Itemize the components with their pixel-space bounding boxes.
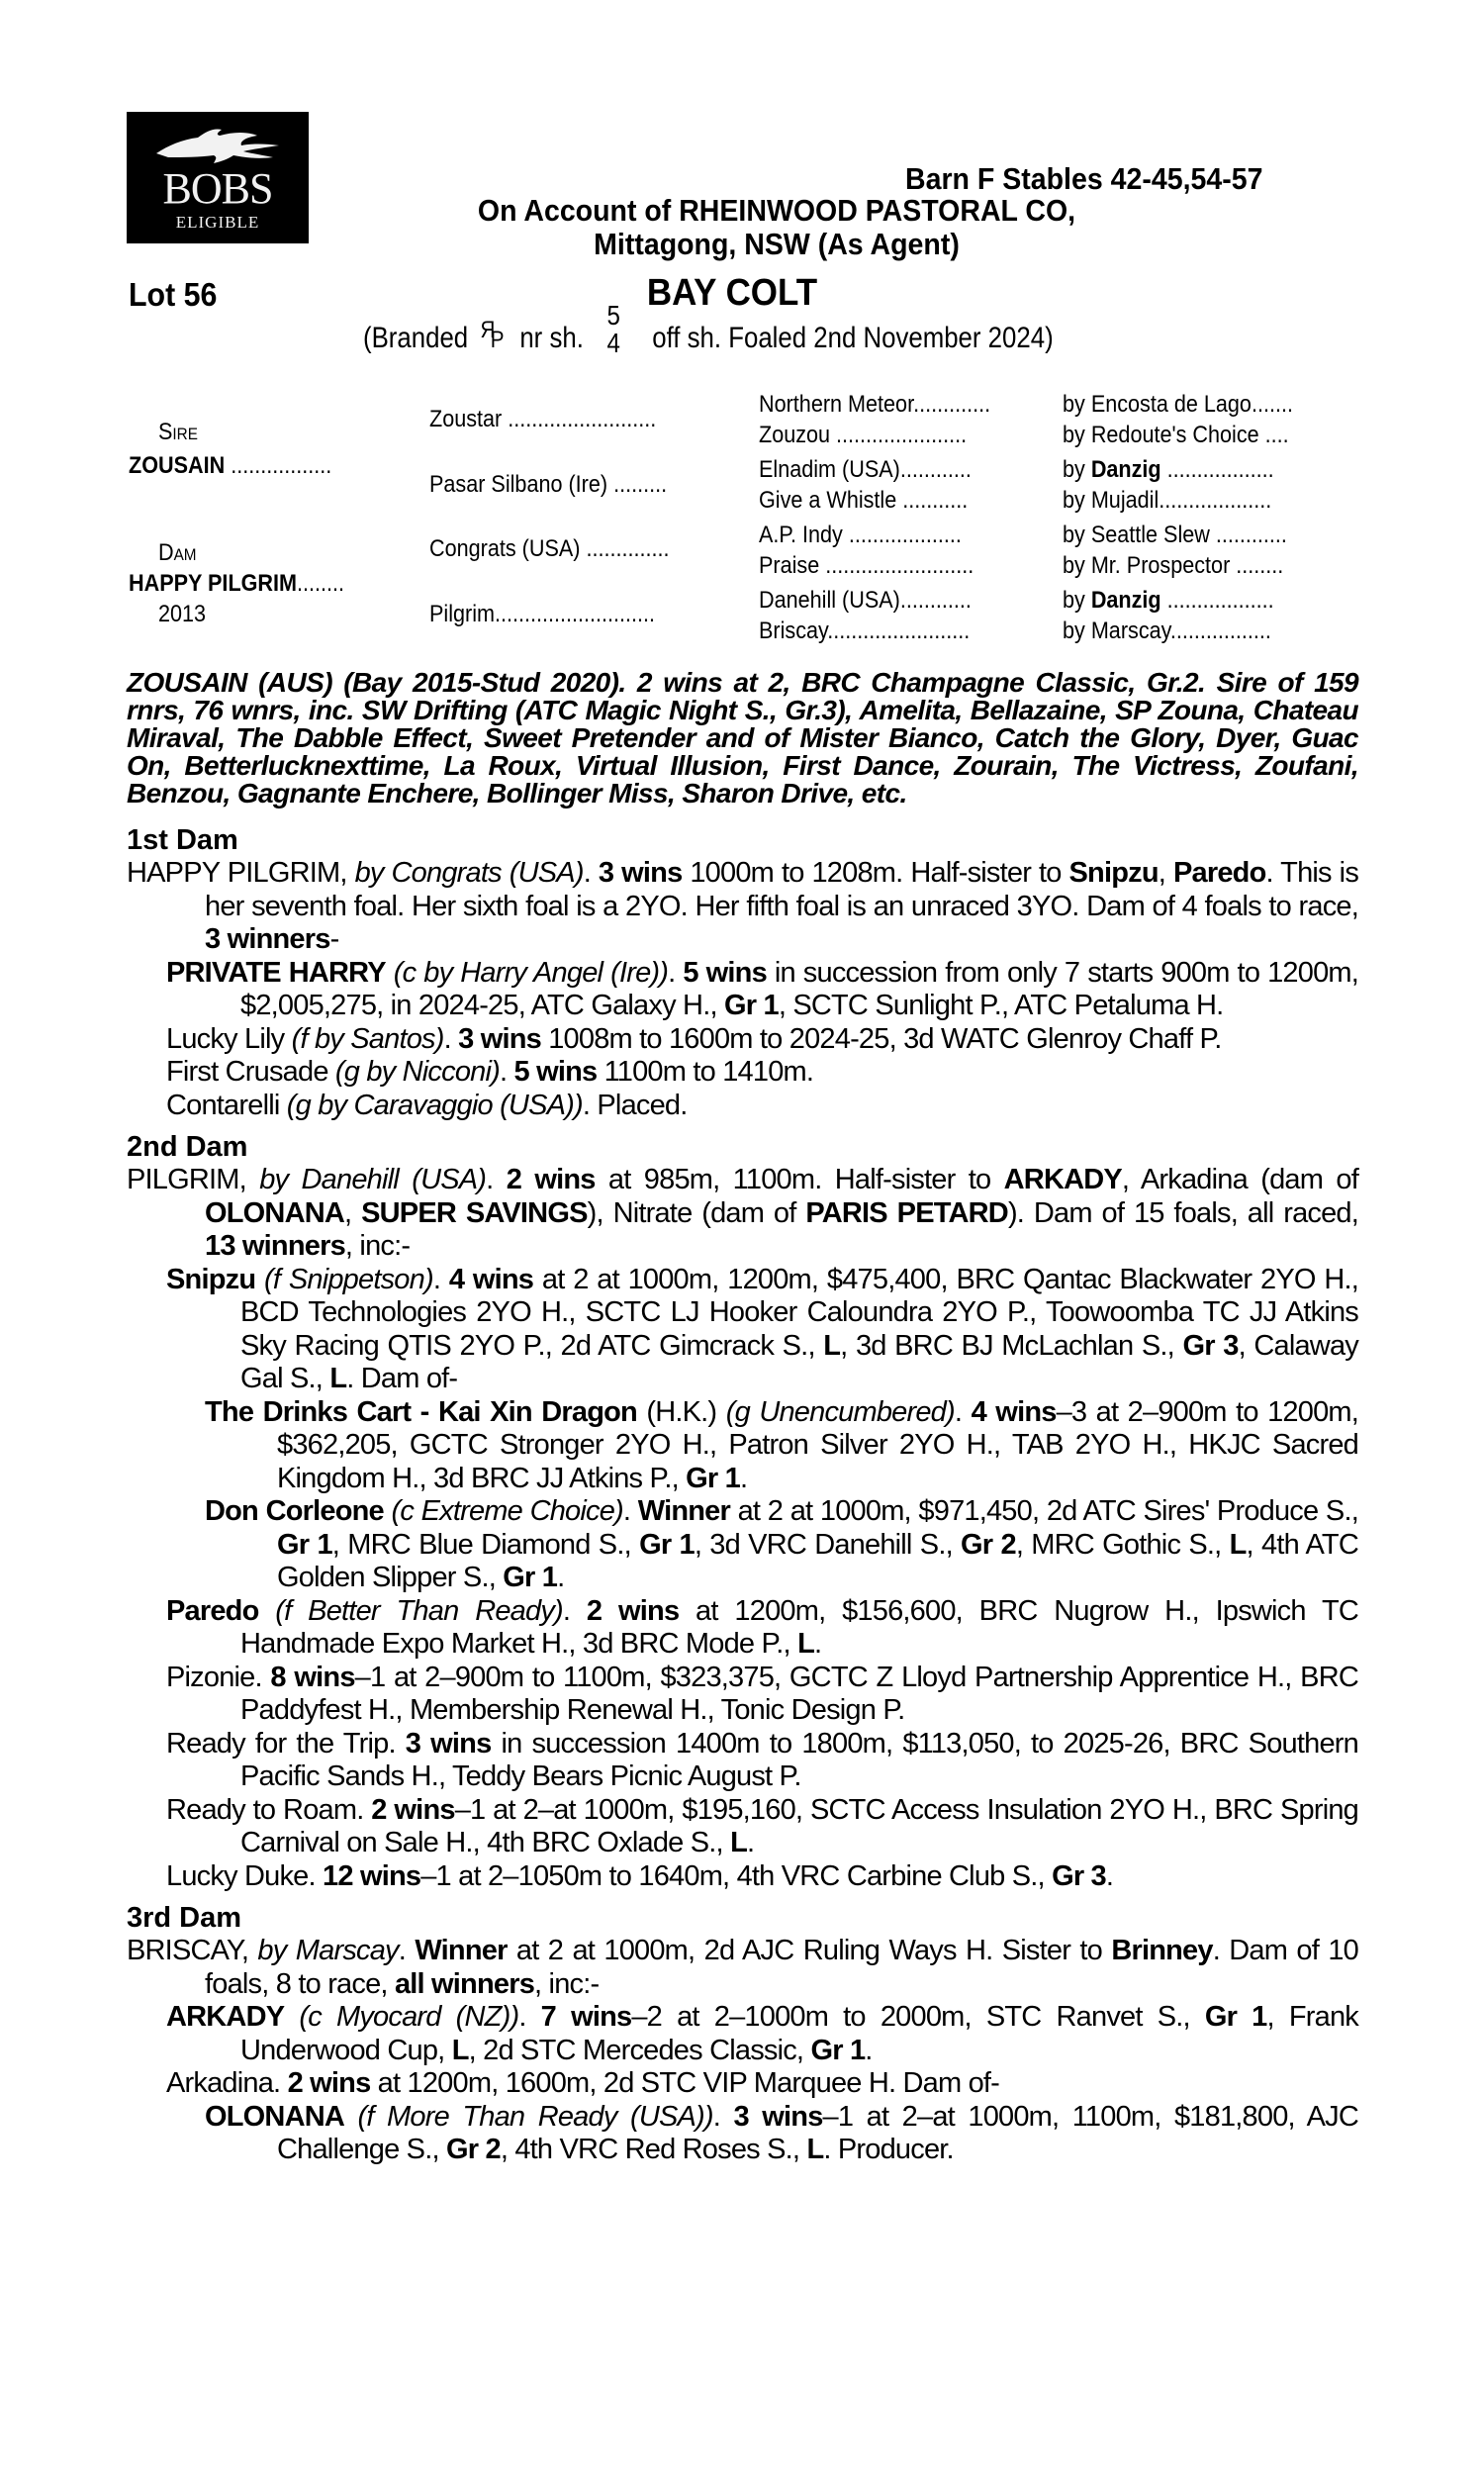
text: . bbox=[668, 956, 684, 989]
pedigree-gen4-entry bbox=[1063, 391, 1293, 418]
text: , SCTC Sunlight P., ATC Petaluma H. bbox=[778, 990, 1224, 1021]
text: , 2d STC Mercedes Classic, bbox=[468, 2034, 811, 2066]
text: , MRC Blue Diamond S., bbox=[331, 1528, 640, 1561]
text: . bbox=[486, 1164, 507, 1195]
italic-text: (f Snippetson) bbox=[263, 1263, 433, 1295]
text: Ready to Roam. bbox=[166, 1793, 372, 1826]
pedigree-gen3-entry: Praise ......................... bbox=[759, 552, 974, 579]
logo-wordmark: BOBS bbox=[162, 164, 273, 213]
bold-text: ARKADY bbox=[1003, 1164, 1122, 1195]
text: . bbox=[398, 1935, 416, 1966]
brand-mark-part-2: P bbox=[490, 327, 505, 353]
bold-text: Snipzu bbox=[166, 1263, 256, 1295]
leader-dots: .................. bbox=[1160, 587, 1274, 614]
italic-text: (c by Harry Angel (Ire)) bbox=[393, 956, 669, 989]
leader-dots: ............ bbox=[1209, 522, 1287, 548]
progeny-record bbox=[127, 1264, 1358, 1396]
by-prefix: by bbox=[1063, 552, 1091, 579]
progeny-record bbox=[127, 2067, 1358, 2101]
text: . Producer. bbox=[823, 2134, 954, 2165]
brand-fraction bbox=[600, 302, 628, 357]
italic-text: (f by Santos) bbox=[291, 1022, 444, 1055]
by-prefix: by bbox=[1063, 522, 1091, 548]
sire-of-ancestor: Redoute's Choice bbox=[1090, 422, 1259, 448]
progeny-record bbox=[127, 1860, 1358, 1894]
text: in succession from only 7 starts 900m to 1200m, $2,005,275, in 2024-25, ATC Galaxy H., bbox=[240, 956, 1359, 1021]
text: , 4th ATC Golden Slipper S., bbox=[277, 1528, 1358, 1593]
bold-text: L bbox=[329, 1363, 347, 1394]
sire-name: ZOUSAIN bbox=[129, 452, 226, 479]
section-title: 1st Dam bbox=[127, 824, 238, 856]
grand-progeny-record bbox=[127, 2101, 1358, 2167]
by-prefix: by bbox=[1063, 487, 1091, 514]
text: , Frank Underwood Cup, bbox=[240, 2001, 1358, 2066]
italic-text: (f Better Than Ready) bbox=[275, 1594, 563, 1627]
text: . bbox=[518, 2001, 541, 2033]
text: - bbox=[329, 923, 339, 955]
text bbox=[386, 957, 394, 989]
brand-prefix: (Branded bbox=[363, 322, 469, 354]
italic-text: (c Myocard (NZ)) bbox=[299, 2001, 519, 2033]
brand-mark-icon bbox=[475, 317, 512, 353]
leader-dots: .... bbox=[1258, 422, 1289, 448]
sire-of-ancestor: Marscay bbox=[1090, 618, 1170, 644]
progeny-record bbox=[127, 1728, 1358, 1794]
text: –1 at 2–at 1000m, $195,160, SCTC Access Insulation 2YO H., BRC Spring Carnival on Sale H., 4th BRC Oxlade S., bbox=[240, 1793, 1358, 1858]
leader-dots: .................. bbox=[1160, 456, 1274, 483]
logo-subtitle: ELIGIBLE bbox=[175, 213, 260, 232]
bold-text: Paredo bbox=[1172, 857, 1266, 889]
bold-text: 5 wins bbox=[683, 956, 767, 989]
by-prefix: by bbox=[1063, 587, 1091, 614]
text: HAPPY PILGRIM, bbox=[127, 857, 355, 889]
bold-text: Gr 1 bbox=[686, 1462, 740, 1494]
text: 1100m to 1410m. bbox=[597, 1056, 814, 1088]
bold-text: Gr 1 bbox=[723, 990, 779, 1021]
text: . bbox=[712, 2100, 734, 2133]
text: –2 at 2–1000m to 2000m, STC Ranvet S., bbox=[631, 2001, 1205, 2033]
bold-text: 3 wins bbox=[598, 857, 683, 889]
bold-text: 5 wins bbox=[513, 1056, 598, 1088]
italic-text: (g by Caravaggio (USA)) bbox=[286, 1089, 583, 1121]
text: . Dam of- bbox=[346, 1363, 458, 1394]
pedigree-gen4-entry bbox=[1063, 456, 1274, 483]
progeny-record bbox=[127, 1023, 1358, 1057]
text bbox=[259, 1595, 276, 1627]
bold-text: Gr 1 bbox=[639, 1528, 695, 1561]
progeny-record bbox=[127, 1794, 1358, 1860]
bold-text: L bbox=[823, 1329, 841, 1362]
bold-text: 2 wins bbox=[506, 1164, 596, 1195]
barn-location: Barn F Stables 42-45,54-57 bbox=[905, 161, 1263, 196]
dam-record bbox=[127, 1935, 1358, 2001]
text: ), Nitrate (dam of bbox=[587, 1196, 806, 1229]
brand-near-side: nr sh. bbox=[519, 322, 584, 354]
bold-text: Brinney bbox=[1111, 1935, 1213, 1966]
horse-head-icon bbox=[148, 124, 287, 169]
bold-text: 8 wins bbox=[270, 1661, 355, 1693]
pedigree-gen3-entry: Elnadim (USA)............ bbox=[759, 456, 972, 483]
brand-mark-part-1: Я bbox=[480, 317, 496, 343]
bold-text: Gr 1 bbox=[810, 2034, 866, 2066]
text: . bbox=[739, 1462, 748, 1494]
bold-text: 4 wins bbox=[971, 1395, 1057, 1428]
bold-text: 4 wins bbox=[448, 1263, 534, 1295]
dam-sections bbox=[127, 823, 1358, 2167]
text: at 2 at 1000m, $971,450, 2d ATC Sires' Produce S., bbox=[730, 1495, 1358, 1527]
bold-text: 2 wins bbox=[586, 1594, 680, 1627]
vendor-account bbox=[413, 194, 1141, 261]
section-title: 2nd Dam bbox=[127, 1131, 248, 1163]
colour-sex: BAY COLT bbox=[646, 272, 818, 314]
progeny-record bbox=[127, 1662, 1358, 1728]
pedigree-gen4-entry bbox=[1063, 487, 1271, 514]
text bbox=[255, 1264, 264, 1295]
text: . bbox=[432, 1263, 449, 1295]
sire-of-ancestor: Seattle Slew bbox=[1090, 522, 1210, 548]
by-prefix: by bbox=[1063, 456, 1091, 483]
text: . bbox=[557, 1562, 565, 1593]
leader-dots: ........ bbox=[1230, 552, 1284, 579]
pedigree-gen3-entry: Northern Meteor............. bbox=[759, 391, 991, 418]
pedigree-gen3-entry: Zouzou ...................... bbox=[759, 422, 968, 448]
italic-text: (g Unencumbered) bbox=[725, 1395, 955, 1428]
text: , 3d BRC BJ McLachlan S., bbox=[840, 1329, 1183, 1362]
text: . Placed. bbox=[582, 1089, 688, 1121]
dam-label: Dam bbox=[158, 539, 197, 566]
bobs-eligible-logo bbox=[127, 112, 309, 243]
vendor-line-2: Mittagong, NSW (As Agent) bbox=[594, 227, 960, 261]
sire-of-ancestor: Danzig bbox=[1090, 456, 1161, 483]
dam-entry bbox=[129, 570, 344, 597]
text: at 985m, 1100m. Half-sister to bbox=[595, 1164, 1004, 1195]
fraction-top: 5 bbox=[606, 300, 620, 332]
text: PILGRIM, bbox=[127, 1164, 260, 1195]
sire-label: Sire bbox=[158, 419, 198, 445]
text: . bbox=[954, 1395, 972, 1428]
text: , bbox=[344, 1196, 362, 1229]
text: 1000m to 1208m. Half-sister to bbox=[682, 857, 1069, 889]
pedigree-gen4-entry bbox=[1063, 618, 1271, 644]
text: . bbox=[622, 1495, 638, 1527]
grand-progeny-record bbox=[127, 1495, 1358, 1595]
text: . bbox=[1105, 1859, 1114, 1892]
bold-text: L bbox=[806, 2134, 824, 2165]
progeny-record bbox=[127, 1595, 1358, 1662]
text bbox=[344, 2101, 357, 2133]
bold-text: 2 wins bbox=[371, 1793, 455, 1826]
text: , bbox=[1158, 857, 1173, 889]
text: Ready for the Trip. bbox=[166, 1727, 406, 1760]
bold-text: L bbox=[730, 1827, 747, 1858]
by-prefix: by bbox=[1063, 618, 1091, 644]
text: , 3d VRC Danehill S., bbox=[694, 1528, 962, 1561]
text: , Arkadina (dam of bbox=[1121, 1164, 1358, 1195]
italic-text: by Marscay bbox=[257, 1935, 399, 1966]
bold-text: Winner bbox=[637, 1495, 730, 1527]
text: . This is her seventh foal. Her sixth foal is a 2YO. Her fifth foal is an unraced 3YO. Dam of 4 foals to race, bbox=[205, 857, 1359, 922]
bold-text: Gr 3 bbox=[1052, 1859, 1106, 1892]
vendor-line-1: On Account of RHEINWOOD PASTORAL CO, bbox=[477, 193, 1076, 228]
text bbox=[284, 2001, 299, 2033]
text: (H.K.) bbox=[636, 1395, 726, 1428]
bold-text: Gr 2 bbox=[961, 1528, 1016, 1561]
text: . bbox=[583, 857, 599, 889]
text: Pizonie. bbox=[166, 1661, 271, 1693]
leader-dots: ................... bbox=[1159, 487, 1272, 514]
dam-foaled-year: 2013 bbox=[158, 601, 207, 627]
text: –1 at 2–900m to 1100m, $323,375, GCTC Z Lloyd Partnership Apprentice H., BRC Paddyfest H., Membership Renewal H., Tonic Design P. bbox=[240, 1661, 1359, 1726]
text: , 4th VRC Red Roses S., bbox=[500, 2134, 807, 2165]
bold-text: L bbox=[1229, 1528, 1247, 1561]
bold-text: L bbox=[797, 1628, 814, 1660]
italic-text: (c Extreme Choice) bbox=[391, 1495, 623, 1527]
text: . bbox=[562, 1594, 587, 1627]
italic-text: (g by Nicconi) bbox=[334, 1056, 500, 1088]
bold-text: PRIVATE HARRY bbox=[166, 956, 386, 989]
text: –3 at 2–900m to 1200m, $362,205, GCTC Stronger 2YO H., Patron Silver 2YO H., TAB 2YO H., HKJC Sacred Kingdom H., 3d BRC JJ Atkins P., bbox=[277, 1395, 1359, 1494]
section-title: 3rd Dam bbox=[127, 1902, 242, 1934]
pedigree-gen3-entry: Give a Whistle ........... bbox=[759, 487, 969, 514]
bold-text: Gr 1 bbox=[277, 1528, 332, 1561]
bold-text: OLONANA bbox=[205, 1196, 345, 1229]
italic-text: by Danehill (USA) bbox=[259, 1164, 487, 1195]
bold-text: 2 wins bbox=[287, 2067, 371, 2099]
brand-suffix: off sh. Foaled 2nd November 2024) bbox=[652, 322, 1054, 354]
text: ). Dam of 15 foals, all raced, bbox=[1007, 1196, 1359, 1229]
sire-entry bbox=[129, 452, 331, 479]
sire-of-ancestor: Encosta de Lago bbox=[1090, 391, 1252, 418]
bold-text: PARIS PETARD bbox=[805, 1196, 1008, 1229]
leader-dots: ....... bbox=[1251, 391, 1293, 418]
bold-text: SUPER SAVINGS bbox=[361, 1196, 588, 1229]
text: , Calaway Gal S., bbox=[240, 1329, 1358, 1394]
fraction-bottom: 4 bbox=[606, 328, 620, 359]
text: –1 at 2–1050m to 1640m, 4th VRC Carbine Club S., bbox=[420, 1859, 1053, 1892]
by-prefix: by bbox=[1063, 422, 1091, 448]
text: at 1200m, $156,600, BRC Nugrow H., Ipswich TC Handmade Expo Market H., 3d BRC Mode P., bbox=[240, 1594, 1359, 1660]
second-dam: Pilgrim........................... bbox=[429, 601, 656, 627]
bold-text: Winner bbox=[415, 1935, 508, 1966]
bold-text: Gr 1 bbox=[1204, 2001, 1267, 2033]
text: 1008m to 1600m to 2024-25, 3d WATC Glenroy Chaff P. bbox=[540, 1022, 1222, 1055]
pedigree-gen4-entry bbox=[1063, 587, 1274, 614]
text: Lucky Duke. bbox=[166, 1859, 324, 1892]
sire-of-ancestor: Mujadil bbox=[1090, 487, 1159, 514]
text: First Crusade bbox=[166, 1056, 335, 1088]
section-gap bbox=[127, 1893, 1358, 1901]
italic-text: (f More Than Ready (USA)) bbox=[357, 2100, 713, 2133]
text: at 2 at 1000m, 2d AJC Ruling Ways H. Sister to bbox=[507, 1935, 1112, 1966]
text: . bbox=[813, 1628, 822, 1660]
progeny-record bbox=[127, 1056, 1358, 1090]
bold-text: all winners bbox=[394, 1967, 535, 2000]
pedigree-gen3-entry: A.P. Indy ................... bbox=[759, 522, 962, 548]
dam-record bbox=[127, 857, 1358, 957]
bold-text: OLONANA bbox=[205, 2100, 345, 2133]
lot-number: Lot 56 bbox=[129, 276, 218, 313]
progeny-record bbox=[127, 2001, 1358, 2067]
bold-text: The Drinks Cart - Kai Xin Dragon bbox=[205, 1395, 637, 1428]
by-prefix: by bbox=[1063, 391, 1091, 418]
text: , inc:- bbox=[534, 1967, 600, 2000]
text: Arkadina. bbox=[166, 2067, 288, 2099]
bold-text: Gr 1 bbox=[503, 1562, 558, 1593]
sire-of-ancestor: Danzig bbox=[1090, 587, 1161, 614]
bold-text: 12 wins bbox=[323, 1859, 421, 1892]
text: . bbox=[499, 1056, 514, 1088]
bold-text: L bbox=[451, 2034, 469, 2066]
bold-text: Snipzu bbox=[1068, 857, 1159, 889]
grand-progeny-record bbox=[127, 1396, 1358, 1496]
text: . bbox=[865, 2034, 873, 2066]
text: , inc:- bbox=[344, 1230, 411, 1262]
sire-of-ancestor: Mr. Prospector bbox=[1090, 552, 1231, 579]
bold-text: 13 winners bbox=[205, 1230, 345, 1262]
bold-text: 3 wins bbox=[733, 2100, 823, 2133]
progeny-record bbox=[127, 1090, 1358, 1123]
bold-text: 3 wins bbox=[405, 1727, 492, 1760]
text: –1 at 2–at 1000m, 1100m, $181,800, AJC Challenge S., bbox=[277, 2100, 1359, 2165]
text: Contarelli bbox=[166, 1089, 287, 1121]
text: BRISCAY, bbox=[127, 1935, 258, 1966]
bold-text: Gr 3 bbox=[1182, 1329, 1239, 1362]
italic-text: by Congrats (USA) bbox=[354, 857, 584, 889]
grandsire: Zoustar ......................... bbox=[429, 406, 657, 432]
dam-dots: ........ bbox=[297, 570, 345, 597]
catalogue-body bbox=[127, 669, 1358, 2167]
leader-dots: ................. bbox=[1169, 618, 1271, 644]
text: . bbox=[443, 1022, 459, 1055]
progeny-record bbox=[127, 957, 1358, 1023]
brand-description bbox=[363, 300, 1054, 359]
bold-text: 7 wins bbox=[540, 2001, 632, 2033]
pedigree-gen4-entry bbox=[1063, 552, 1283, 579]
dam-record bbox=[127, 1164, 1358, 1264]
text: . bbox=[747, 1827, 755, 1858]
bold-text: Gr 2 bbox=[445, 2134, 501, 2165]
granddam-sire-side: Pasar Silbano (Ire) ......... bbox=[429, 471, 668, 498]
bold-text: 3 winners bbox=[205, 923, 330, 955]
text: , MRC Gothic S., bbox=[1015, 1528, 1230, 1561]
section-gap bbox=[127, 1122, 1358, 1130]
text: in succession 1400m to 1800m, $113,050, to 2025-26, BRC Southern Pacific Sands H., Teddy Bears Picnic August P. bbox=[240, 1727, 1358, 1792]
pedigree-gen3-entry: Briscay........................ bbox=[759, 618, 971, 644]
text: at 1200m, 1600m, 2d STC VIP Marquee H. Dam of- bbox=[370, 2067, 1000, 2099]
bold-text: ARKADY bbox=[166, 2001, 285, 2033]
bold-text: Don Corleone bbox=[205, 1495, 384, 1527]
sire-dots: ................. bbox=[225, 452, 332, 479]
dam-name: HAPPY PILGRIM bbox=[129, 570, 298, 597]
bold-text: 3 wins bbox=[458, 1022, 541, 1055]
bold-text: Paredo bbox=[166, 1594, 259, 1627]
text: at 2 at 1000m, 1200m, $475,400, BRC Qantac Blackwater 2YO H., BCD Technologies 2YO H., SCTC LJ Hooker Caloundra 2YO P., Toowoomba TC JJ Atkins Sky Racing QTIS 2YO P., 2d ATC Gimcrack S., bbox=[240, 1263, 1359, 1362]
text: Lucky Lily bbox=[166, 1022, 292, 1055]
pedigree-gen4-entry bbox=[1063, 522, 1287, 548]
pedigree-gen3-entry: Danehill (USA)............ bbox=[759, 587, 972, 614]
text: . Dam of 10 foals, 8 to race, bbox=[205, 1935, 1358, 2000]
pedigree-gen4-entry bbox=[1063, 422, 1289, 448]
dam-sire: Congrats (USA) .............. bbox=[429, 535, 670, 562]
sire-summary: ZOUSAIN (AUS) (Bay 2015-Stud 2020). 2 wins at 2, BRC Champagne Classic, Gr.2. Sire of 159 rnrs, 76 wnrs, inc. SW Drifting (ATC Magic Night S., Gr.3), Amelita, Bellazaine, SP Zouna, Chateau Miraval, The Dabble Effect, Sweet Pretender and of Mister Bianco, Catch the Glory, Dyer, Guac On, Betterlucknexttime, La Roux, Virtual Illusion, First Dance, Zourain, The Victress, Zoufani, Benzou, Gagnante Enchere, Bollinger Miss, Sharon Drive, etc. bbox=[127, 667, 1358, 809]
